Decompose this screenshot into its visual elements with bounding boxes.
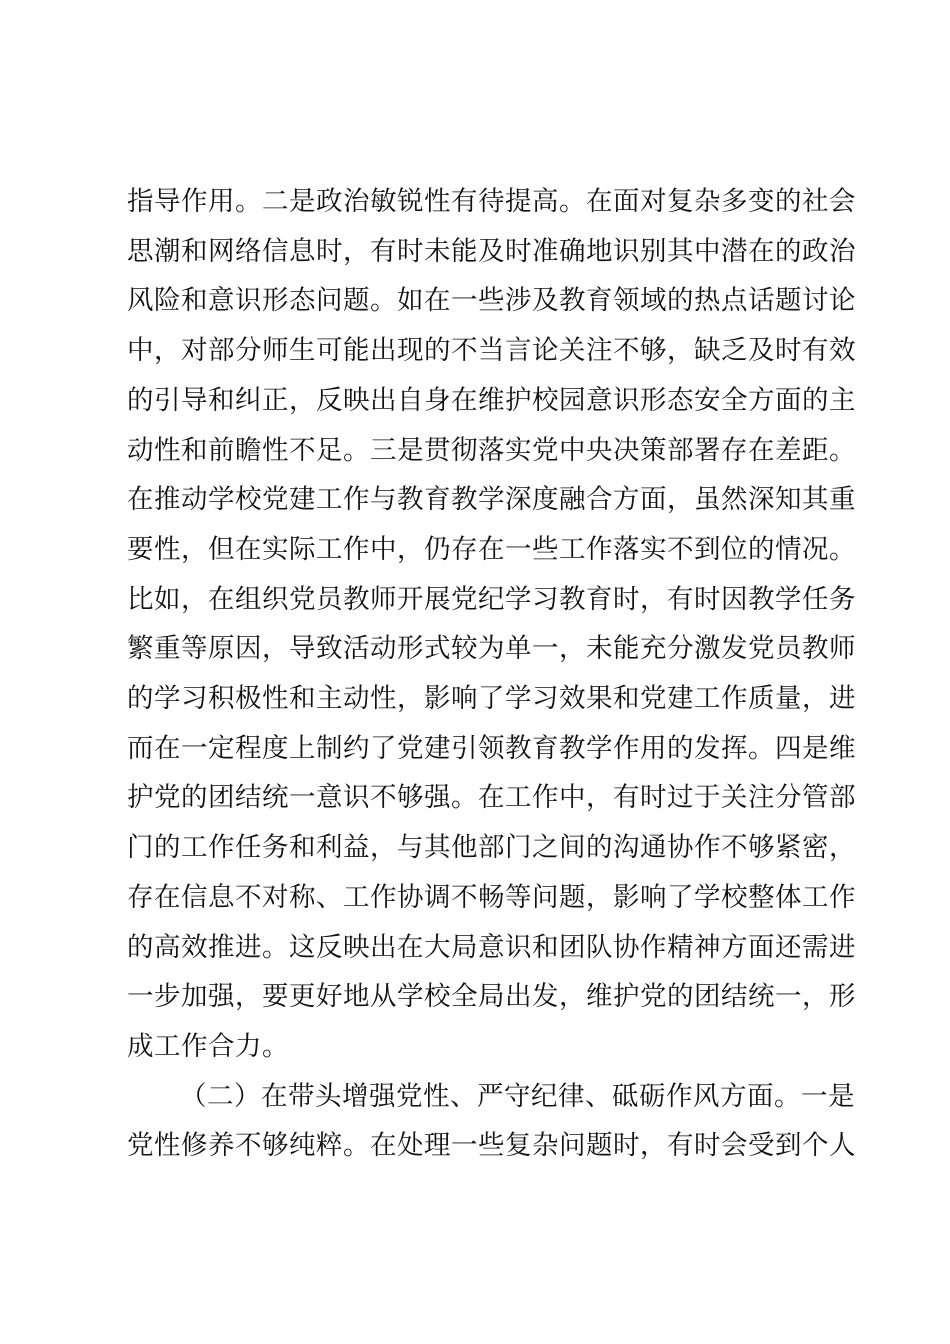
text-line: 风险和意识形态问题。如在一些涉及教育领域的热点话题讨论 xyxy=(127,285,856,317)
text-line: 动性和前瞻性不足。三是贯彻落实党中央决策部署存在差距。 xyxy=(127,434,856,466)
text-line: 要性，但在实际工作中，仍存在一些工作落实不到位的情况。 xyxy=(127,533,856,565)
section-heading-line: （二）在带头增强党性、严守纪律、砥砺作风方面。一是 xyxy=(180,1080,855,1112)
text-line: 一步加强，要更好地从学校全局出发，维护党的团结统一，形 xyxy=(127,981,856,1013)
text-line: 成工作合力。 xyxy=(127,1030,289,1062)
text-line: 思潮和网络信息时，有时未能及时准确地识别其中潜在的政治 xyxy=(127,235,856,267)
text-line: 的学习积极性和主动性，影响了学习效果和党建工作质量，进 xyxy=(127,683,856,714)
text-line: 门的工作任务和利益，与其他部门之间的沟通协作不够紧密， xyxy=(127,832,856,864)
text-line: 存在信息不对称、工作协调不畅等问题，影响了学校整体工作 xyxy=(127,881,856,913)
text-line: 繁重等原因，导致活动形式较为单一，未能充分激发党员教师 xyxy=(127,633,856,665)
text-line: 中，对部分师生可能出现的不当言论关注不够，缺乏及时有效 xyxy=(127,335,856,367)
text-line: 的引导和纠正，反映出自身在维护校园意识形态安全方面的主 xyxy=(127,384,856,416)
text-line: 比如，在组织党员教师开展党纪学习教育时，有时因教学任务 xyxy=(127,583,856,615)
text-line: 的高效推进。这反映出在大局意识和团队协作精神方面还需进 xyxy=(127,931,856,963)
text-line: 党性修养不够纯粹。在处理一些复杂问题时，有时会受到个人 xyxy=(127,1130,856,1162)
text-line: 指导作用。二是政治敏锐性有待提高。在面对复杂多变的社会 xyxy=(127,186,856,217)
text-line: 而在一定程度上制约了党建引领教育教学作用的发挥。四是维 xyxy=(127,732,856,764)
text-line: 在推动学校党建工作与教育教学深度融合方面，虽然深知其重 xyxy=(127,484,856,516)
text-line: 护党的团结统一意识不够强。在工作中，有时过于关注分管部 xyxy=(127,782,856,814)
